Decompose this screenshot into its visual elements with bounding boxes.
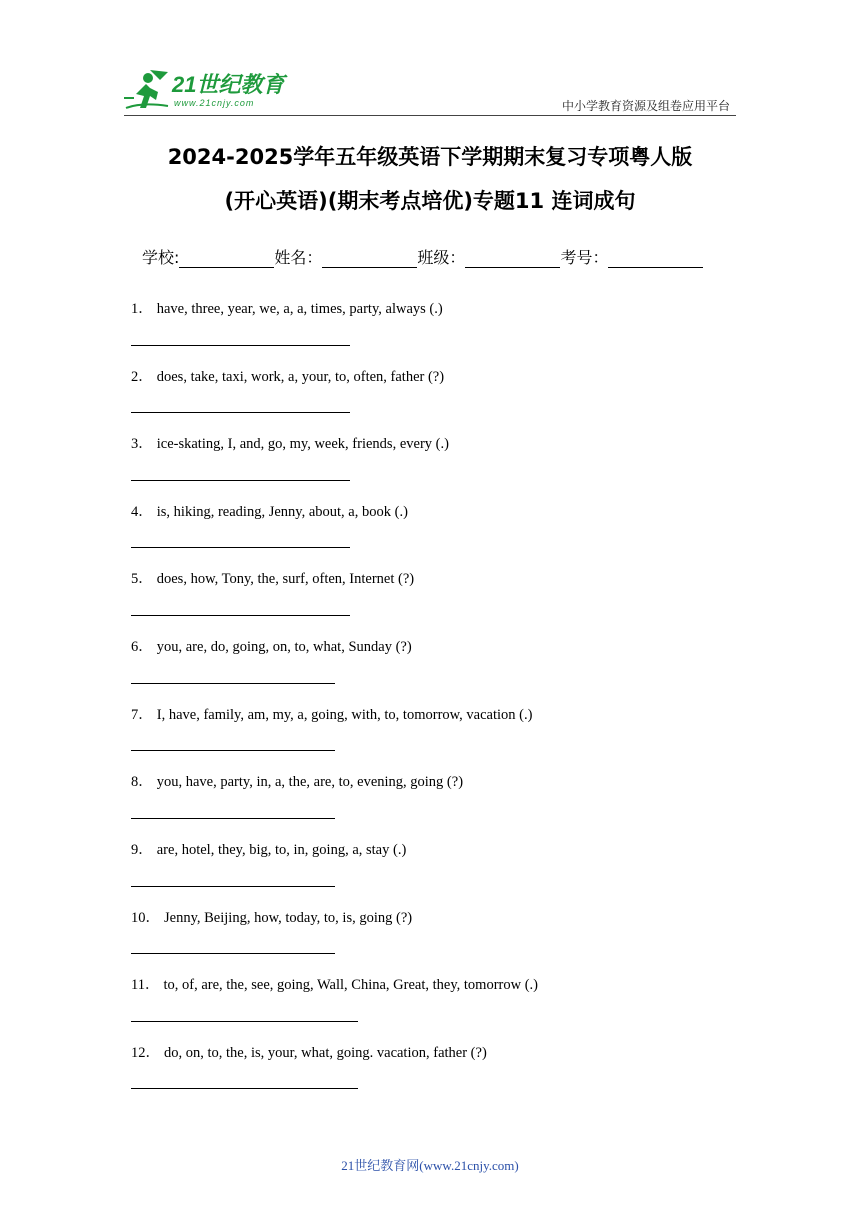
page-title-line2: (开心英语)(期末考点培优)专题11 连词成句 xyxy=(224,189,636,213)
answer-line-1[interactable] xyxy=(131,345,350,346)
answer-line-7[interactable] xyxy=(131,750,335,751)
school-label: 学校: xyxy=(142,248,180,267)
question-1: 1． have, three, year, we, a, a, times, party, always (.) xyxy=(131,301,443,317)
logo-text: 21世纪教育 xyxy=(172,72,285,97)
question-7: 7． I, have, family, am, my, a, going, with, to, tomorrow, vacation (.) xyxy=(131,707,533,723)
header-divider xyxy=(124,115,736,116)
student-info-row xyxy=(142,245,703,268)
question-2: 2． does, take, taxi, work, a, your, to, often, father (?) xyxy=(131,369,445,385)
question-11: 11． to, of, are, the, see, going, Wall, China, Great, they, tomorrow (.) xyxy=(131,977,538,993)
answer-line-5[interactable] xyxy=(131,615,350,616)
question-12: 12． do, on, to, the, is, your, what, going. vacation, father (?) xyxy=(131,1045,487,1061)
answer-line-9[interactable] xyxy=(131,886,335,887)
footer-link[interactable]: 21世纪教育网(www.21cnjy.com) xyxy=(341,1158,519,1173)
logo xyxy=(122,68,292,114)
class-field[interactable] xyxy=(465,249,560,268)
answer-line-4[interactable] xyxy=(131,547,350,548)
school-field[interactable] xyxy=(179,249,274,268)
answer-line-2[interactable] xyxy=(131,412,350,413)
answer-line-10[interactable] xyxy=(131,953,335,954)
exam-no-label: 考号： xyxy=(560,248,609,267)
answer-line-11[interactable] xyxy=(131,1021,358,1022)
platform-label: 中小学教育资源及组卷应用平台 xyxy=(561,99,730,113)
answer-line-12[interactable] xyxy=(131,1088,358,1089)
question-5: 5． does, how, Tony, the, surf, often, Internet (?) xyxy=(131,571,415,587)
question-9: 9． are, hotel, they, big, to, in, going, a, stay (.) xyxy=(131,842,407,858)
question-3: 3． ice-skating, I, and, go, my, week, friends, every (.) xyxy=(131,436,449,452)
name-field[interactable] xyxy=(322,249,417,268)
runner-logo-icon xyxy=(122,68,174,114)
question-10: 10． Jenny, Beijing, how, today, to, is, going (?) xyxy=(131,910,413,926)
page-title-line1: 2024-2025学年五年级英语下学期期末复习专项粤人版 xyxy=(167,145,693,169)
class-label: 班级： xyxy=(417,248,466,267)
name-label: 姓名： xyxy=(274,248,323,267)
answer-line-3[interactable] xyxy=(131,480,350,481)
question-6: 6． you, are, do, going, on, to, what, Sunday (?) xyxy=(131,639,412,655)
answer-line-8[interactable] xyxy=(131,818,335,819)
page-header xyxy=(0,0,860,120)
answer-line-6[interactable] xyxy=(131,683,335,684)
exam-no-field[interactable] xyxy=(608,249,703,268)
question-4: 4． is, hiking, reading, Jenny, about, a, book (.) xyxy=(131,504,408,520)
question-8: 8． you, have, party, in, a, the, are, to, evening, going (?) xyxy=(131,774,464,790)
logo-url: www.21cnjy.com xyxy=(174,98,255,108)
